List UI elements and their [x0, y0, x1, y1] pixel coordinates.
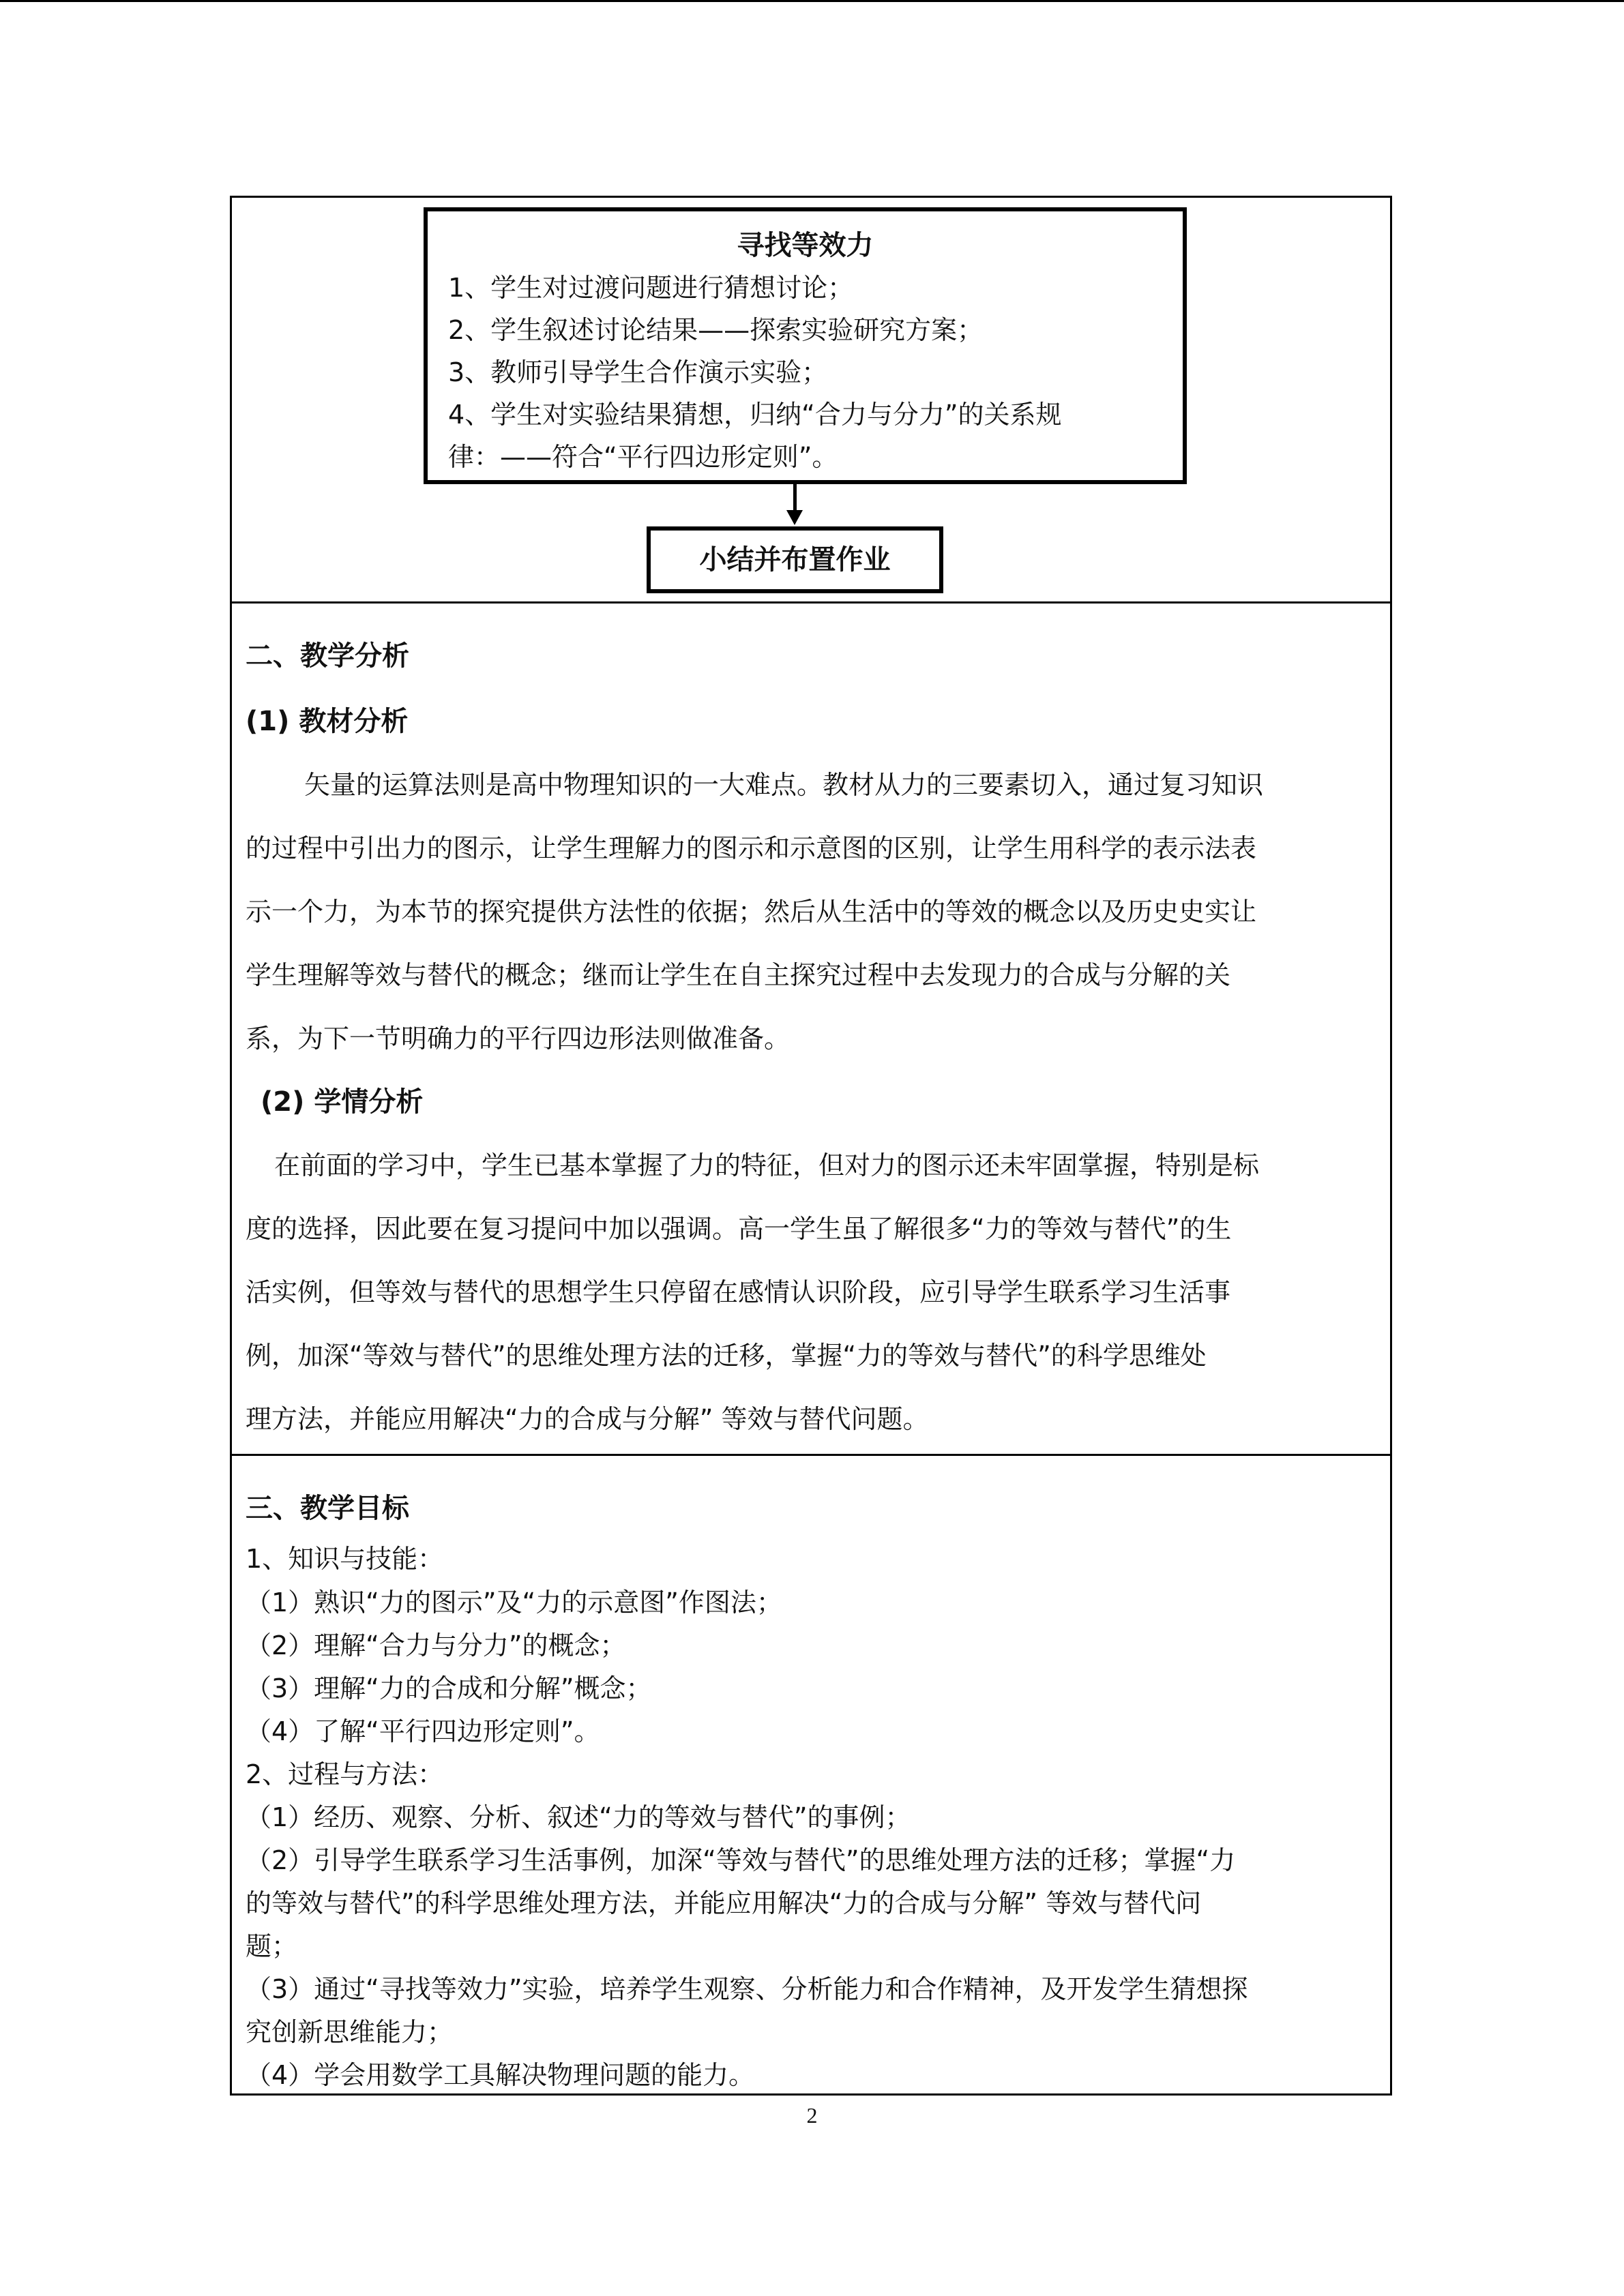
section-heading-teaching-objectives: 三、教学目标	[246, 1493, 409, 1524]
objective-line: （4）了解“平行四边形定则”。	[246, 1716, 600, 1746]
flowchart-box-title: 寻找等效力	[737, 230, 874, 261]
objective-line: 2、过程与方法：	[246, 1759, 444, 1789]
flowchart-step: 2、学生叙述讨论结果——探索实验研究方案；	[448, 315, 984, 345]
objective-line: 1、知识与技能：	[246, 1544, 444, 1574]
objective-line: 究创新思维能力；	[246, 2017, 454, 2047]
flowchart-step: 1、学生对过渡问题进行猜想讨论；	[448, 273, 854, 303]
objective-line: （3）理解“力的合成和分解”概念；	[246, 1673, 652, 1703]
objective-line: 的等效与替代”的科学思维处理方法，并能应用解决“力的合成与分解” 等效与替代问	[246, 1888, 1202, 1918]
paragraph-line: 度的选择，因此要在复习提问中加以强调。高一学生虽了解很多“力的等效与替代”的生	[246, 1214, 1232, 1244]
row-divider-2	[230, 1454, 1392, 1456]
paragraph-line: 系，为下一节明确力的平行四边形法则做准备。	[246, 1024, 791, 1054]
row-divider-1	[230, 601, 1392, 603]
paragraph-line: 理方法，并能应用解决“力的合成与分解” 等效与替代问题。	[246, 1404, 929, 1434]
flowchart-arrow	[793, 484, 797, 511]
flowchart-arrow-head-icon	[786, 510, 803, 525]
objective-line: （4）学会用数学工具解决物理问题的能力。	[246, 2060, 755, 2090]
page-number: 2	[806, 2103, 818, 2128]
objective-line: （1）熟识“力的图示”及“力的示意图”作图法；	[246, 1587, 782, 1617]
flowchart-summary-box: 小结并布置作业	[647, 526, 943, 593]
paragraph-line: 例，加深“等效与替代”的思维处理方法的迁移，掌握“力的等效与替代”的科学思维处	[246, 1341, 1207, 1371]
flowchart-step: 4、学生对实验结果猜想，归纳“合力与分力”的关系规	[448, 400, 1062, 430]
paragraph-line: 矢量的运算法则是高中物理知识的一大难点。教材从力的三要素切入，通过复习知识	[304, 770, 1264, 800]
paragraph-line: 活实例，但等效与替代的思想学生只停留在感情认识阶段，应引导学生联系学习生活事	[246, 1277, 1231, 1307]
objective-line: （2）理解“合力与分力”的概念；	[246, 1630, 626, 1660]
paragraph-line: 示一个力，为本节的探究提供方法性的依据；然后从生活中的等效的概念以及历史史实让	[246, 897, 1257, 927]
flowchart-step: 3、教师引导学生合作演示实验；	[448, 357, 828, 387]
page-top-border	[0, 0, 1624, 2]
paragraph-line: 在前面的学习中，学生已基本掌握了力的特征，但对力的图示还未牢固掌握，特别是标	[274, 1150, 1260, 1180]
subheading-student-analysis: (2) 学情分析	[261, 1086, 424, 1118]
subheading-textbook-analysis: (1) 教材分析	[246, 706, 409, 737]
paragraph-line: 的过程中引出力的图示，让学生理解力的图示和示意图的区别，让学生用科学的表示法表	[246, 833, 1257, 863]
section-heading-teaching-analysis: 二、教学分析	[246, 640, 409, 672]
objective-line: （2）引导学生联系学习生活事例，加深“等效与替代”的思维处理方法的迁移；掌握“力	[246, 1845, 1236, 1875]
objective-line: （1）经历、观察、分析、叙述“力的等效与替代”的事例；	[246, 1802, 911, 1832]
objective-line: 题；	[246, 1931, 298, 1961]
flowchart-step: 律：——符合“平行四边形定则”。	[448, 442, 838, 472]
objective-line: （3）通过“寻找等效力”实验，培养学生观察、分析能力和合作精神，及开发学生猜想探	[246, 1974, 1248, 2004]
flowchart-box-find-equivalent-force	[424, 207, 1187, 484]
paragraph-line: 学生理解等效与替代的概念；继而让学生在自主探究过程中去发现力的合成与分解的关	[246, 960, 1231, 990]
